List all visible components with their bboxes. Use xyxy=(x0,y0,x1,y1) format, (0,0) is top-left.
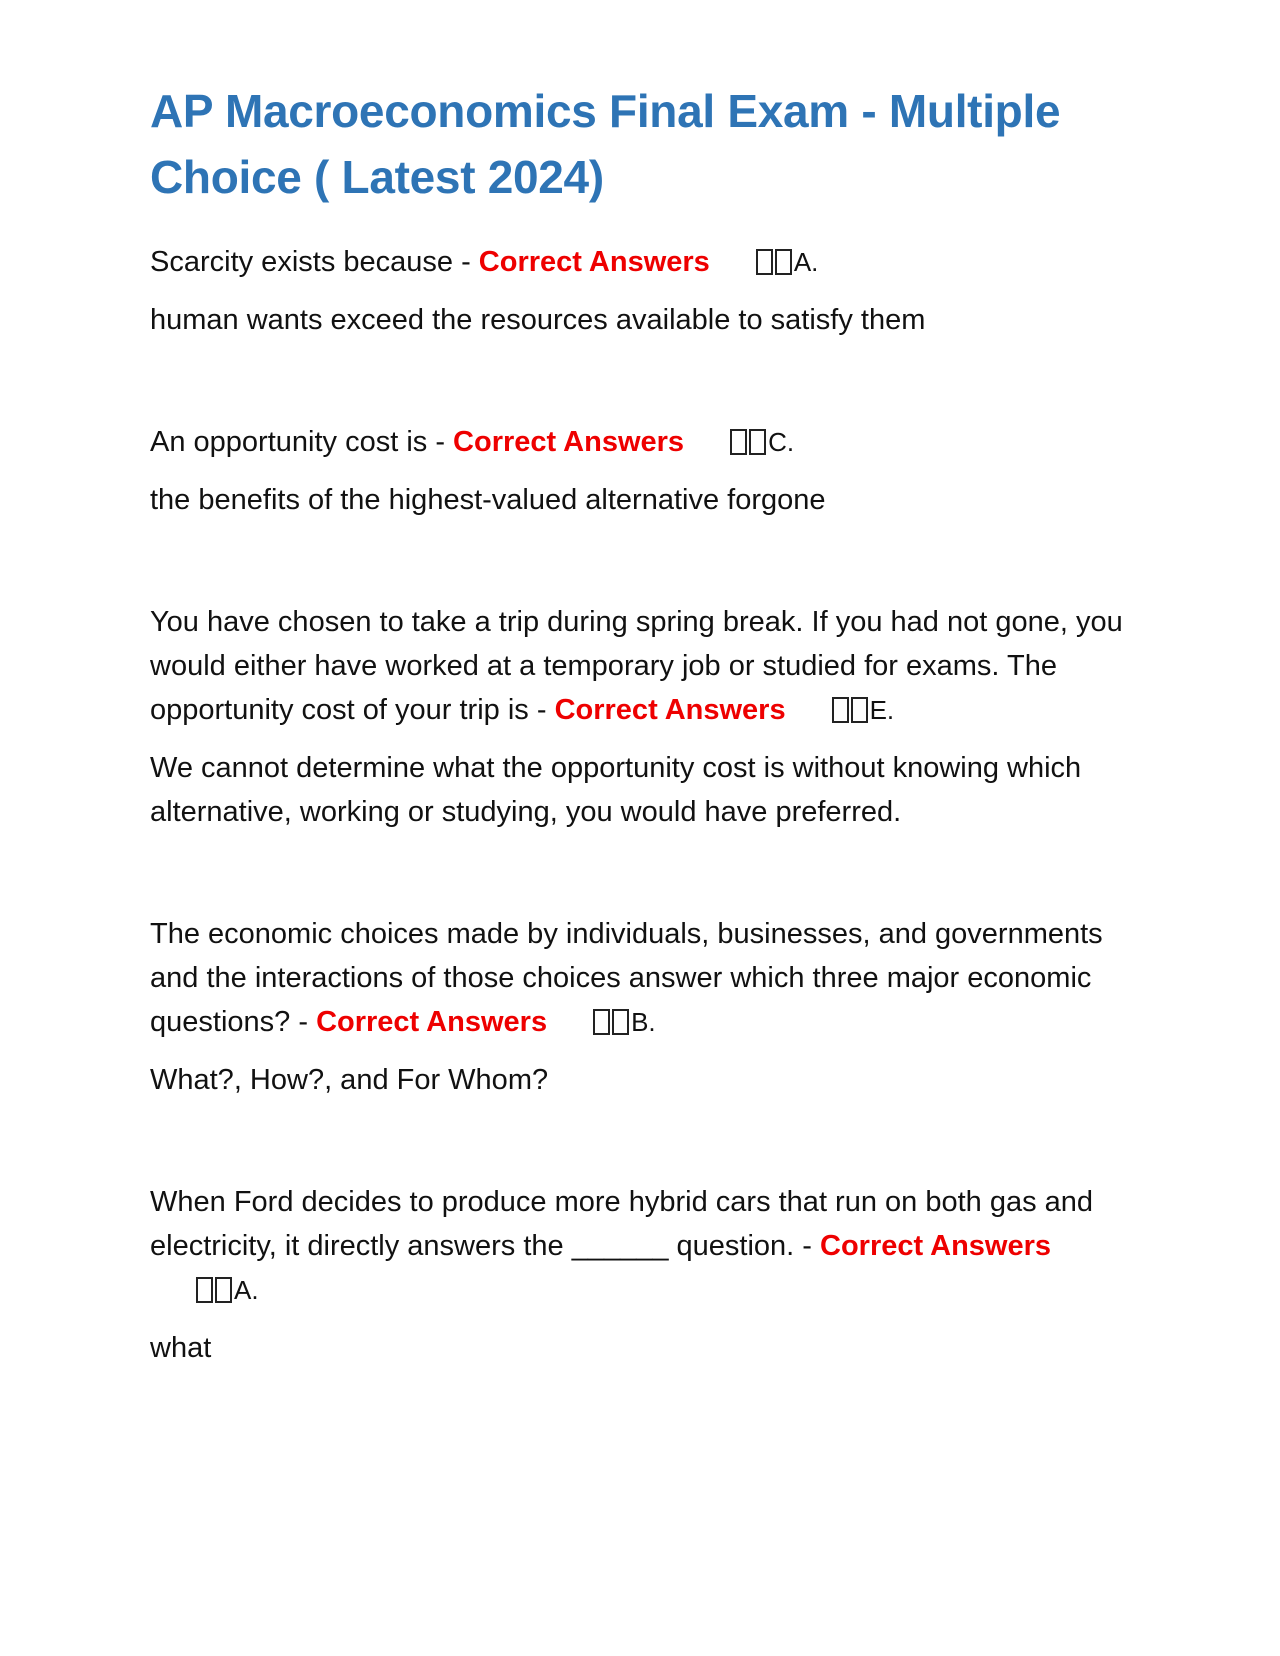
question-item xyxy=(150,420,1130,522)
question-text xyxy=(150,1180,1130,1312)
choice-letter: B. xyxy=(631,1007,656,1037)
missing-glyph-icon xyxy=(730,429,747,455)
answer-choice xyxy=(832,688,895,732)
missing-glyph-icon xyxy=(832,697,849,723)
correct-answers-label: Correct Answers xyxy=(453,426,685,458)
question-item xyxy=(150,600,1130,834)
missing-glyph-icon xyxy=(215,1277,232,1303)
answer-choice xyxy=(730,420,794,464)
question-text xyxy=(150,912,1130,1044)
question-text xyxy=(150,420,1130,464)
correct-answers-label: Correct Answers xyxy=(316,1006,548,1038)
choice-letter: C. xyxy=(768,427,795,457)
question-item xyxy=(150,240,1130,342)
separator: - xyxy=(427,426,454,458)
question-stem: Scarcity exists because xyxy=(150,246,454,278)
question-text xyxy=(150,240,1130,284)
missing-glyph-icon xyxy=(196,1277,213,1303)
missing-glyph-icon xyxy=(756,249,773,275)
separator: - xyxy=(290,1006,317,1038)
question-item xyxy=(150,1180,1130,1370)
question-stem: An opportunity cost is xyxy=(150,426,428,458)
correct-answers-label: Correct Answers xyxy=(554,694,786,726)
answer-text: We cannot determine what the opportunity cost is without knowing which alternative, working or studying, you would have preferred. xyxy=(150,752,1082,828)
missing-glyph-icon xyxy=(593,1009,610,1035)
separator: - xyxy=(794,1230,821,1262)
answer-text: What?, How?, and For Whom? xyxy=(150,1064,549,1096)
missing-glyph-icon xyxy=(612,1009,629,1035)
document-title: AP Macroeconomics Final Exam - Multiple Choice ( Latest 2024) xyxy=(150,85,1061,203)
answer-choice xyxy=(593,1000,656,1044)
question-item xyxy=(150,912,1130,1102)
separator: - xyxy=(528,694,555,726)
separator: - xyxy=(453,246,479,278)
question-stem: When Ford decides to produce more hybrid cars that run on both gas and electricity, it directly answers the ______ question. xyxy=(150,1186,1094,1262)
choice-letter: A. xyxy=(234,1275,259,1305)
document-page xyxy=(150,78,1130,1448)
answer-text: human wants exceed the resources available to satisfy them xyxy=(150,304,926,336)
answer-choice xyxy=(196,1268,259,1312)
choice-letter: E. xyxy=(869,695,895,725)
question-stem: The economic choices made by individuals, businesses, and governments and the interactions of those choices answer which three major economic questions? xyxy=(150,918,1103,1038)
question-stem: You have chosen to take a trip during spring break. If you had not gone, you would either have worked at a temporary job or studied for exams. The opportunity cost of your trip is xyxy=(150,606,1123,726)
choice-letter: A. xyxy=(793,247,819,277)
missing-glyph-icon xyxy=(749,429,766,455)
question-text xyxy=(150,600,1130,732)
missing-glyph-icon xyxy=(851,697,868,723)
correct-answers-label: Correct Answers xyxy=(478,246,710,278)
answer-text: what xyxy=(150,1332,212,1364)
answer-choice xyxy=(756,240,819,284)
correct-answers-label: Correct Answers xyxy=(820,1230,1052,1262)
missing-glyph-icon xyxy=(775,249,792,275)
answer-text: the benefits of the highest-valued alternative forgone xyxy=(150,484,826,516)
